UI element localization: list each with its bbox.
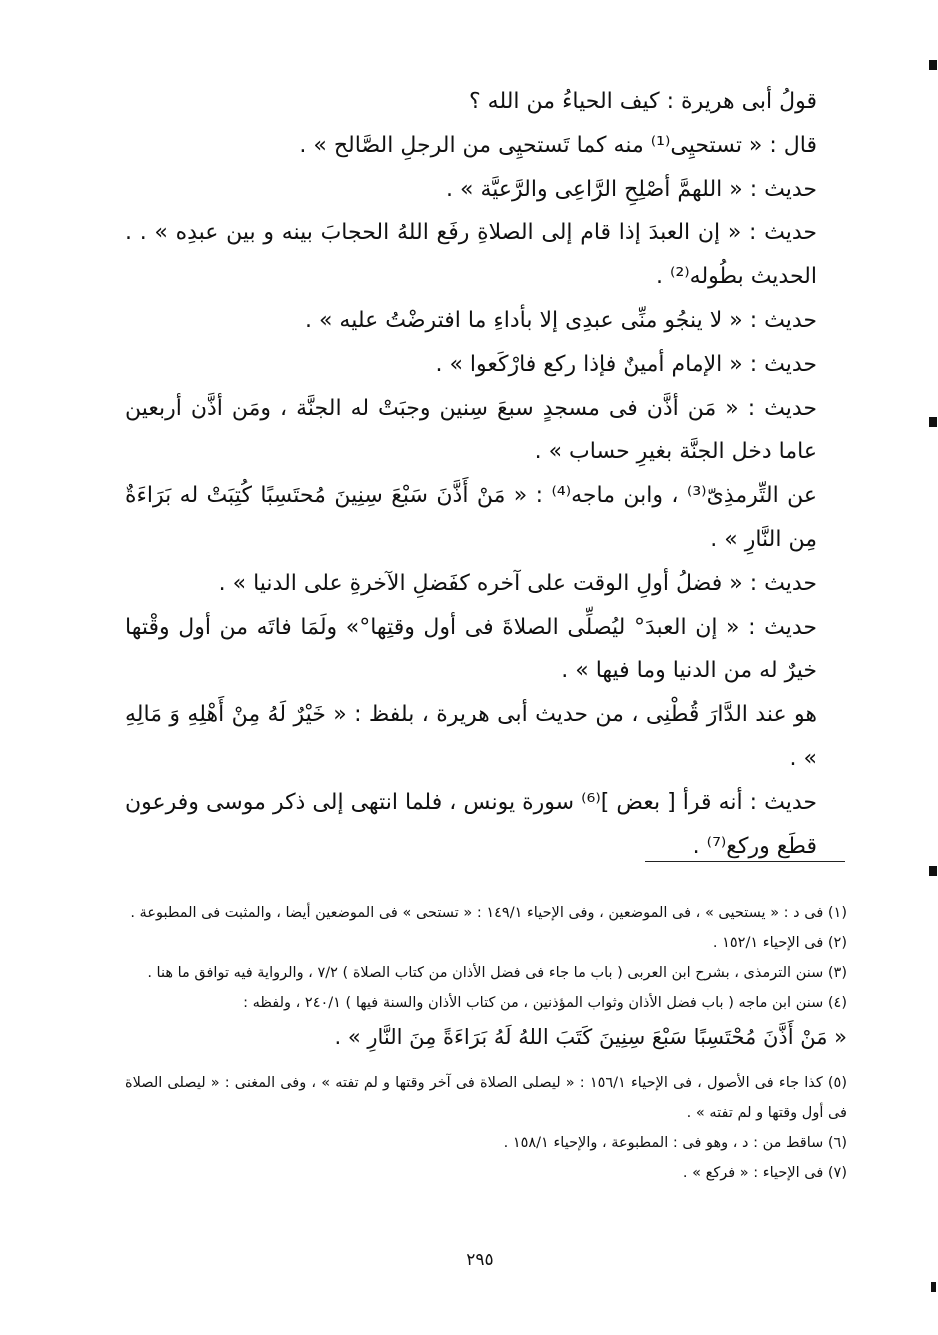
footnote-4: (٤) سنن ابن ماجه ( باب فضل الأذان وثواب المؤذنين ، من كتاب الأذان والسنة فيها ) ٢٤٠/١ ، ولفظه : <box>243 995 847 1011</box>
hadith-inna-al-abd: حديث : « إن العبدَ° ليُصلِّى الصلاةَ فى أول وقتِها°» ولَمَا فاتَه من أول وقْتها خيرٌ له من الدنيا وما فيها » . <box>125 614 817 684</box>
hadith-surat-yunus: حديث : أنه قرأ [ بعض ]⁽⁶⁾ سورة يونس ، فلما انتهى إلى ذكر موسى وفرعون قطَع وركع⁽⁷⁾ . <box>125 789 817 859</box>
footnote-separator <box>645 861 845 862</box>
footnote-3: (٣) سنن الترمذى ، بشرح ابن العربى ( باب ما جاء فى فضل الأذان من كتاب الصلاة ) ٧/٢ ، والرواية فيه توافق ما هنا . <box>147 965 847 981</box>
scan-edge-mark <box>929 60 937 70</box>
footnote-5: (٥) كذا جاء فى الأصول ، فى الإحياء ١٥٦/١ : « ليصلى الصلاة فى آخر وقتها و لم تفته » ، وفى المغنى : « ليصلى الصلاة فى أول وقتها و لم تفته » . <box>125 1075 848 1121</box>
scan-edge-mark <box>931 1282 936 1292</box>
paragraph-abu-hurayra: قولُ أبى هريرة : كيف الحياءُ من الله ؟ <box>468 89 817 114</box>
scan-edge-mark <box>929 417 937 427</box>
footnote-1: (١) فى د : « يستحيى » ، فى الموضعين ، وفى الإحياء ١٤٩/١ : « تستحى » فى الموضعين أيضا ، والمثبت فى المطبوعة . <box>130 905 847 921</box>
footnote-2: (٢) فى الإحياء ١٥٢/١ . <box>712 935 847 951</box>
hadith-allahumma: حديث : « اللهمَّ أصْلِحِ الرَّاعِى والرَّعيَّة » . <box>446 176 817 202</box>
footnote-7: (٧) فى الإحياء : « فركع » . <box>682 1165 847 1181</box>
hadith-al-abd-qama: حديث : « إن العبدَ إذا قام إلى الصلاةِ رفَع اللهُ الحجابَ بينه و بين عبدِه » . . الحديث بطُوله⁽²⁾ . <box>125 220 817 290</box>
hadith-fadl-awwal-al-waqt: حديث : « فضلُ أولِ الوقت على آخره كفَضلِ الآخرةِ على الدنيا » . <box>218 570 817 596</box>
footnotes <box>125 898 847 1188</box>
hadith-al-imam: حديث : « الإمام أمينٌ فإذا ركع فارْكَعوا » . <box>435 351 817 377</box>
paragraph-qala: قال : « تستحيِى⁽¹⁾ منه كما تَستحيِى من الرجلِ الصَّالح » . <box>299 132 817 158</box>
hadith-la-yanju: حديث : « لا ينجُو منِّى عبدِى إلا بأداءِ ما افترضْتُ عليه » . <box>304 307 817 333</box>
main-text <box>125 80 847 868</box>
scan-edge-mark <box>929 866 937 876</box>
footnote-6: (٦) ساقط من : د ، وهو فى : المطبوعة ، والإحياء ١٥٨/١ . <box>503 1135 847 1151</box>
hadith-man-adhdhana: حديث : « مَن أذَّن فى مسجدٍ سبعَ سِنين وجبَتْ له الجنَّة ، ومَن أذَّن أربعين عاما دخل الجنَّة بغيرِ حساب » . <box>125 395 817 465</box>
paragraph-daraqutni: هو عند الدَّارَ قُطْنِى ، من حديث أبى هريرة ، بلفظ : « خَيْرٌ لَهُ مِنْ أَهْلِهِ وَ مَالِهِ » . <box>125 702 817 771</box>
paragraph-tirmidhi: عن التِّرمذِىّ⁽³⁾ ، وابن ماجه⁽⁴⁾ : « مَنْ أَذَّنَ سَبْعَ سِنِينَ مُحتَسِبًا كُتِبَتْ له بَرَاءَةٌ مِن النَّارِ » . <box>125 483 818 552</box>
page-number: ٢٩٥ <box>466 1250 494 1270</box>
footnote-4-quote: « مَنْ أَذَّنَ مُحْتَسِبًا سَبْعَ سِنِينَ كَتَبَ اللهُ لَهُ بَرَاءَةً مِنَ النَّارِ » . <box>334 1025 847 1049</box>
